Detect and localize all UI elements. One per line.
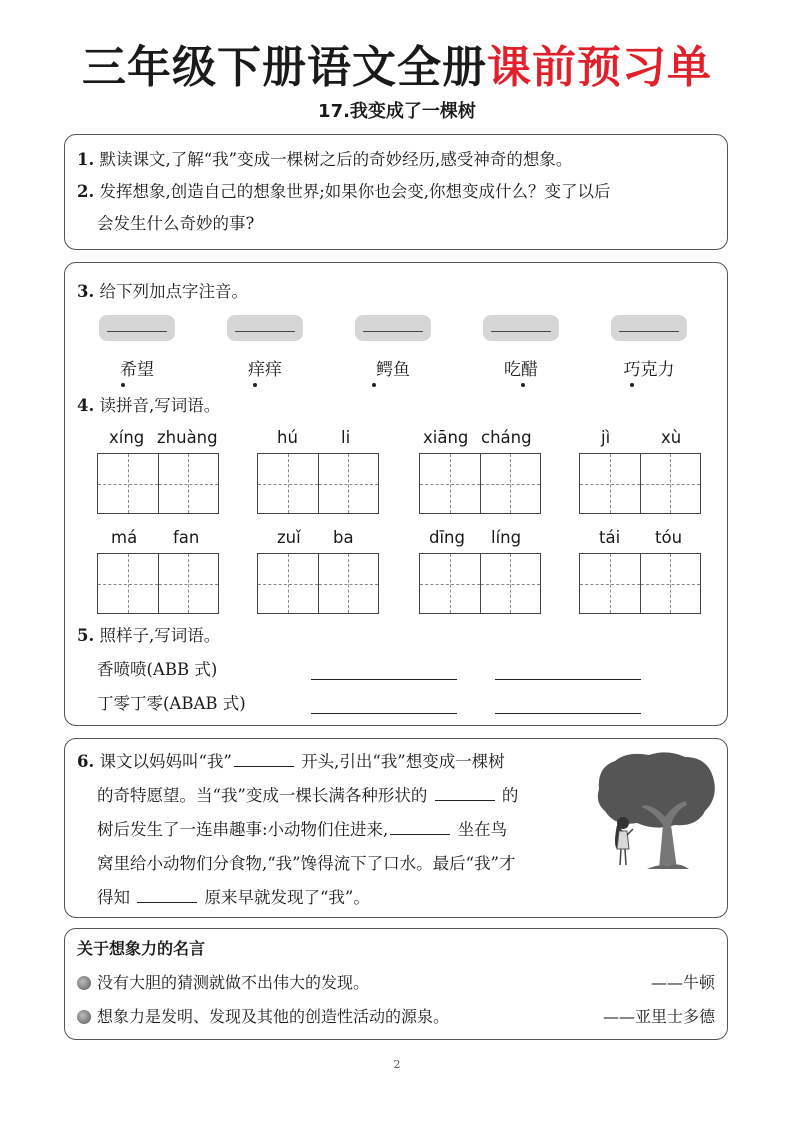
example-abb: 香喷喷(ABB 式) — [97, 660, 218, 679]
title-black-part: 三年级下册语文全册 — [82, 42, 487, 93]
pinyin-label: líng — [491, 528, 522, 547]
writing-grid[interactable] — [579, 553, 701, 614]
pinyin-label: jì — [601, 428, 611, 447]
blank[interactable] — [390, 819, 450, 835]
example-abab: 丁零丁零(ABAB 式) — [97, 694, 246, 713]
answer-line[interactable] — [495, 713, 641, 714]
pinyin-label: dīng — [429, 528, 465, 547]
dotted-word: 吃醋 — [504, 360, 538, 380]
pinyin-label: fan — [173, 528, 200, 547]
dotted-word: 巧克力 — [623, 360, 675, 380]
emphasis-dot — [521, 383, 525, 387]
quotes-title: 关于想象力的名言 — [77, 939, 206, 958]
pinyin-answer-slot[interactable] — [611, 315, 687, 341]
pinyin-label: tái — [599, 528, 621, 547]
emphasis-dot — [372, 383, 376, 387]
writing-grid[interactable] — [579, 453, 701, 514]
question-6-line1: 6. 课文以妈妈叫“我” 开头,引出“我”想变成一棵树 — [77, 752, 505, 771]
answer-line[interactable] — [311, 679, 457, 680]
writing-grid[interactable] — [257, 553, 379, 614]
question-6-line5: 得知 原来早就发现了“我”。 — [97, 888, 370, 907]
answer-line[interactable] — [495, 679, 641, 680]
pinyin-label: cháng — [481, 428, 532, 447]
pinyin-label: li — [341, 428, 351, 447]
question-6-line3: 树后发生了一连串趣事:小动物们住进来, 坐在鸟 — [97, 820, 508, 839]
pinyin-answer-slot[interactable] — [483, 315, 559, 341]
pinyin-label: má — [111, 528, 138, 547]
quote-item: 没有大胆的猜测就做不出伟大的发现。 — [77, 971, 369, 995]
pinyin-answer-slot[interactable] — [227, 315, 303, 341]
writing-grid[interactable] — [257, 453, 379, 514]
pinyin-answer-slot[interactable] — [355, 315, 431, 341]
question-6-line4: 窝里给小动物们分食物,“我”馋得流下了口水。最后“我”才 — [97, 854, 516, 873]
question-3: 3. 给下列加点字注音。 — [77, 282, 248, 301]
pinyin-label: xù — [661, 428, 682, 447]
pinyin-label: hú — [277, 428, 298, 447]
answer-line[interactable] — [311, 713, 457, 714]
leaf-bullet-icon — [77, 976, 91, 990]
blank[interactable] — [234, 751, 294, 767]
quote-item: 想象力是发明、发现及其他的创造性活动的源泉。 — [77, 1005, 449, 1029]
leaf-bullet-icon — [77, 1010, 91, 1024]
objectives-box — [64, 134, 728, 250]
writing-grid[interactable] — [97, 553, 219, 614]
writing-grid[interactable] — [419, 553, 541, 614]
writing-grid[interactable] — [97, 453, 219, 514]
exercise-box — [64, 262, 728, 726]
dotted-word: 希望 — [120, 360, 154, 380]
quote-author: ——亚里士多德 — [602, 1007, 715, 1026]
girl-and-tree-illustration — [593, 749, 719, 873]
objective-1: 1. 默读课文,了解“我”变成一棵树之后的奇妙经历,感受神奇的想象。 — [77, 150, 573, 169]
pinyin-label: xíng — [109, 428, 145, 447]
question-6-line2: 的奇特愿望。当“我”变成一棵长满各种形状的 的 — [97, 786, 519, 805]
dotted-word: 鳄鱼 — [376, 360, 410, 380]
pinyin-label: zuǐ — [277, 528, 301, 547]
question-4: 4. 读拼音,写词语。 — [77, 396, 221, 415]
pinyin-answer-slot[interactable] — [99, 315, 175, 341]
emphasis-dot — [253, 383, 257, 387]
blank[interactable] — [137, 887, 197, 903]
pinyin-label: xiāng — [423, 428, 469, 447]
quote-author: ——牛顿 — [650, 973, 715, 992]
lesson-title: 17.我变成了一棵树 — [318, 101, 476, 122]
page-number: 2 — [393, 1058, 401, 1071]
objective-2-line2: 会发生什么奇妙的事? — [97, 214, 255, 233]
pinyin-label: tóu — [655, 528, 683, 547]
emphasis-dot — [121, 383, 125, 387]
title-red-part: 课前预习单 — [487, 42, 712, 93]
dotted-word: 痒痒 — [248, 360, 282, 380]
quotes-box — [64, 928, 728, 1040]
writing-grid[interactable] — [419, 453, 541, 514]
pinyin-label: ba — [333, 528, 354, 547]
emphasis-dot — [630, 383, 634, 387]
objective-2-line1: 2. 发挥想象,创造自己的想象世界;如果你也会变,你想变成什么？变了以后 — [77, 182, 611, 201]
fill-blank-box — [64, 738, 728, 918]
blank[interactable] — [435, 785, 495, 801]
page-title — [0, 40, 794, 96]
pinyin-label: zhuàng — [157, 428, 218, 447]
question-5: 5. 照样子,写词语。 — [77, 626, 221, 645]
